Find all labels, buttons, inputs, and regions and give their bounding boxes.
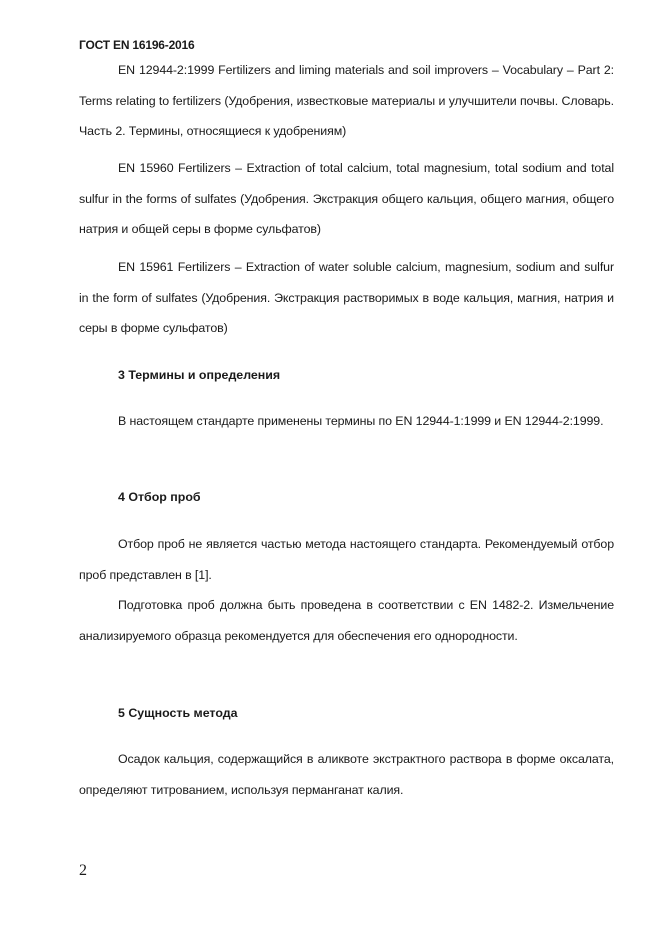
reference-en-15961: EN 15961 Fertilizers – Extraction of water soluble calcium, magnesium, sodium and sulfur in the form of sulfates (Удобрения. Экстракция растворимых в воде кальция, магния, натрия и серы в форме сульфатов) <box>79 260 614 335</box>
page-number: 2 <box>79 862 87 879</box>
section-5-paragraph: Осадок кальция, содержащийся в аликвоте экстрактного раствора в форме оксалата, определяют титрованием, используя перманганат калия. <box>79 752 614 797</box>
section-5-heading: 5 Сущность метода <box>118 706 238 720</box>
standard-header: ГОСТ EN 16196-2016 <box>79 38 195 52</box>
section-4-paragraph-2: Подготовка проб должна быть проведена в соответствии с EN 1482-2. Измельчение анализируемого образца рекомендуется для обеспечения его однородности. <box>79 598 614 643</box>
reference-en-12944-2: EN 12944-2:1999 Fertilizers and liming materials and soil improvers – Vocabulary – Part 2: Terms relating to fertilizers (Удобрения, известковые материалы и улучшители почвы. Словарь. Часть 2. Термины, относящиеся к удобрениям) <box>79 63 614 138</box>
section-4-heading: 4 Отбор проб <box>118 490 201 504</box>
reference-en-15960: EN 15960 Fertilizers – Extraction of total calcium, total magnesium, total sodium and total sulfur in the forms of sulfates (Удобрения. Экстракция общего кальция, общего магния, общего натрия и общей серы в форме сульфатов) <box>79 161 614 236</box>
section-4-paragraph-1: Отбор проб не является частью метода настоящего стандарта. Рекомендуемый отбор проб представлен в [1]. <box>79 537 614 582</box>
section-3-heading: 3 Термины и определения <box>118 368 281 382</box>
section-3-paragraph: В настоящем стандарте применены термины по EN 12944-1:1999 и EN 12944-2:1999. <box>118 414 604 428</box>
